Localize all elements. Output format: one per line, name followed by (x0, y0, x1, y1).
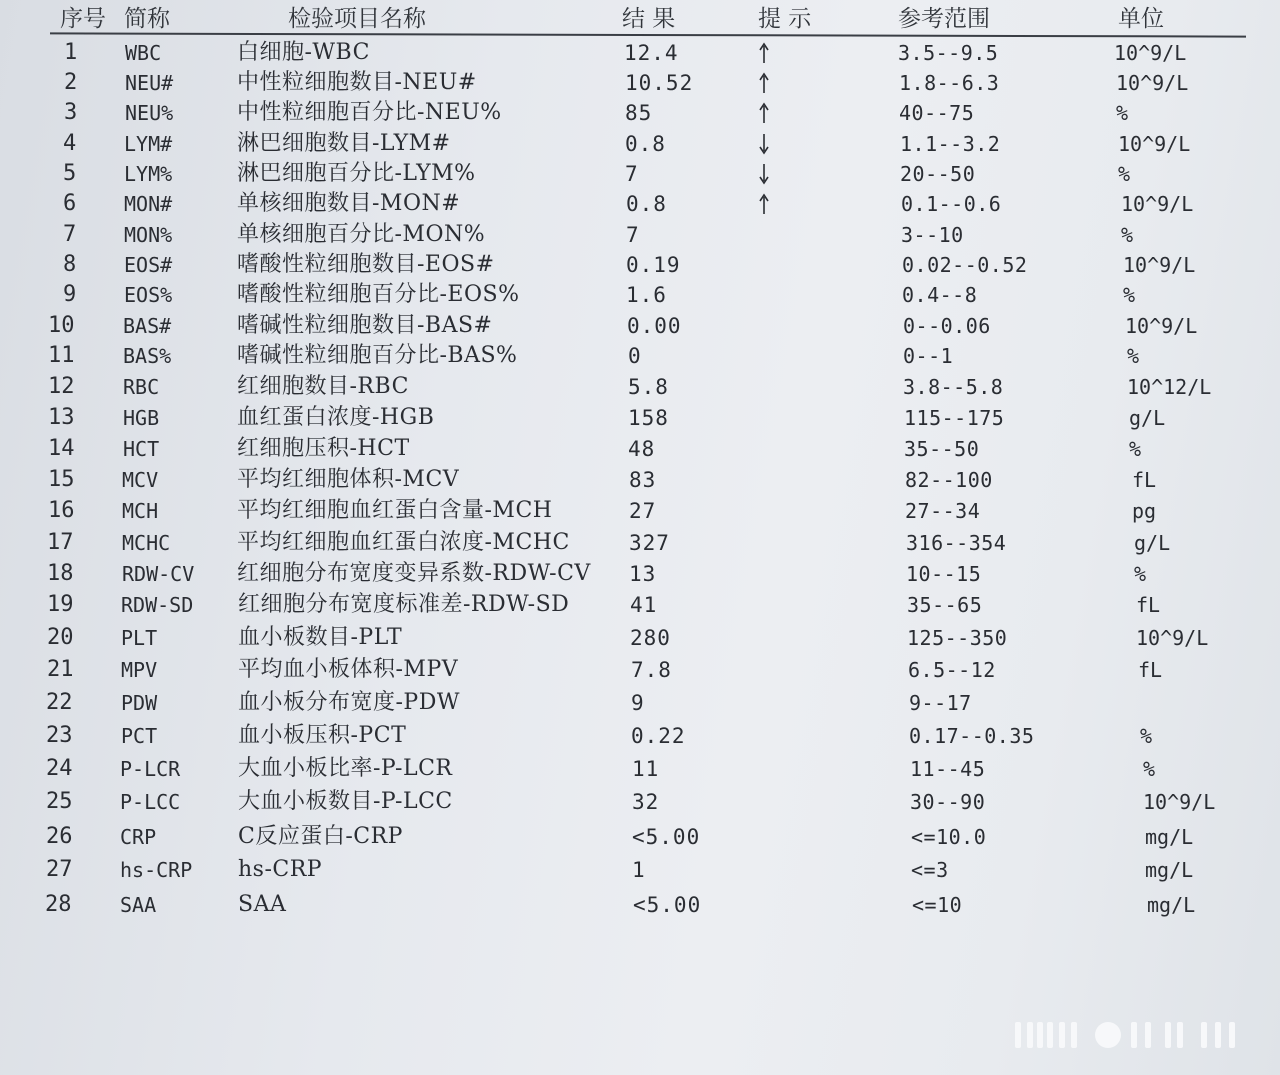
row-abbr: LYM# (124, 132, 173, 156)
row-abbr: PCT (121, 724, 158, 748)
row-item-name: 血小板压积-PCT (238, 723, 407, 748)
table-row (0, 38, 1280, 68)
arrow-up-icon (758, 72, 770, 94)
row-unit: 10^9/L (1121, 192, 1194, 216)
row-reference-range: 1.1--3.2 (900, 132, 1001, 156)
row-seq: 19 (47, 592, 74, 617)
row-seq: 13 (48, 405, 75, 430)
row-unit: 10^9/L (1125, 314, 1198, 338)
row-abbr: BAS# (123, 314, 172, 338)
row-abbr: HCT (123, 437, 160, 461)
row-abbr: P-LCC (120, 790, 181, 814)
row-result: 41 (630, 593, 658, 617)
row-unit: % (1121, 223, 1134, 247)
row-unit: mg/L (1145, 858, 1194, 882)
row-abbr: PDW (121, 691, 158, 715)
row-unit: 10^9/L (1114, 41, 1187, 65)
header-result: 结 果 (622, 6, 676, 32)
row-seq: 4 (63, 131, 77, 156)
row-abbr: RBC (123, 375, 160, 399)
row-item-name: 单核细胞百分比-MON% (237, 222, 486, 247)
row-reference-range: <=10.0 (911, 825, 987, 849)
row-reference-range: 3.5--9.5 (898, 41, 999, 65)
row-item-name: 平均红细胞体积-MCV (237, 467, 460, 492)
row-item-name: 嗜碱性粒细胞数目-BAS# (237, 313, 493, 338)
table-row (0, 721, 1280, 751)
row-abbr: NEU% (125, 101, 174, 125)
table-row (0, 754, 1280, 784)
table-row (0, 341, 1280, 371)
row-seq: 1 (64, 40, 78, 65)
row-item-name: 血小板分布宽度-PDW (238, 690, 460, 715)
row-unit: % (1134, 562, 1147, 586)
row-seq: 9 (63, 282, 77, 307)
row-item-name: 淋巴细胞数目-LYM# (237, 131, 451, 156)
row-abbr: WBC (125, 41, 162, 65)
row-result: 0.00 (627, 314, 682, 338)
row-seq: 23 (46, 723, 73, 748)
arrow-up-icon (758, 102, 770, 124)
row-seq: 22 (46, 690, 73, 715)
row-result: <5.00 (632, 825, 701, 849)
row-seq: 3 (64, 100, 78, 125)
row-item-name: 嗜酸性粒细胞数目-EOS# (237, 252, 495, 277)
row-seq: 10 (48, 313, 75, 338)
row-reference-range: 316--354 (906, 531, 1007, 555)
row-result: 0.8 (625, 132, 666, 156)
row-seq: 5 (63, 161, 77, 186)
row-result: 1 (632, 858, 646, 882)
table-row (0, 890, 1280, 920)
row-reference-range: 30--90 (910, 790, 986, 814)
table-row (0, 68, 1280, 98)
row-item-name: 红细胞分布宽度变异系数-RDW-CV (237, 561, 591, 586)
row-item-name: 单核细胞数目-MON# (237, 191, 461, 216)
row-unit: 10^12/L (1127, 375, 1212, 399)
row-unit: 10^9/L (1123, 253, 1196, 277)
row-abbr: NEU# (125, 71, 174, 95)
row-abbr: MCH (122, 499, 159, 523)
row-result: 13 (629, 562, 657, 586)
row-result: 32 (632, 790, 660, 814)
row-reference-range: <=10 (912, 893, 963, 917)
row-item-name: C反应蛋白-CRP (238, 824, 403, 849)
header-reference-range: 参考范围 (898, 6, 990, 32)
row-unit: 10^9/L (1118, 132, 1191, 156)
arrow-up-icon (758, 42, 770, 64)
row-unit: fL (1138, 658, 1163, 682)
row-abbr: MON% (124, 223, 173, 247)
row-item-name: 大血小板数目-P-LCC (238, 789, 453, 814)
row-unit: % (1116, 101, 1129, 125)
row-reference-range: 0.4--8 (902, 283, 978, 307)
row-seq: 8 (63, 252, 77, 277)
table-row (0, 159, 1280, 189)
row-seq: 16 (48, 498, 75, 523)
row-abbr: RDW-CV (122, 562, 195, 586)
row-result: 48 (628, 437, 656, 461)
row-item-name: 白细胞-WBC (237, 40, 370, 65)
table-row (0, 372, 1280, 402)
row-unit: 10^9/L (1116, 71, 1189, 95)
row-reference-range: 82--100 (905, 468, 993, 492)
row-result: 9 (631, 691, 645, 715)
header-abbr: 简称 (124, 6, 170, 32)
row-item-name: 嗜碱性粒细胞百分比-BAS% (237, 343, 518, 368)
row-unit: pg (1132, 499, 1157, 523)
row-unit: 10^9/L (1143, 790, 1216, 814)
row-result: 327 (629, 531, 670, 555)
table-row (0, 855, 1280, 885)
header-item-name: 检验项目名称 (288, 6, 426, 32)
row-result: 0.19 (626, 253, 681, 277)
row-result: 1.6 (626, 283, 667, 307)
row-seq: 28 (45, 892, 72, 917)
row-unit: fL (1136, 593, 1161, 617)
table-row (0, 590, 1280, 620)
row-abbr: MCV (122, 468, 159, 492)
row-abbr: MCHC (122, 531, 171, 555)
row-unit: mg/L (1145, 825, 1194, 849)
row-reference-range: 10--15 (906, 562, 982, 586)
row-seq: 12 (48, 374, 75, 399)
row-abbr: MPV (121, 658, 158, 682)
row-reference-range: 35--65 (907, 593, 983, 617)
row-abbr: EOS% (124, 283, 173, 307)
row-result: 83 (629, 468, 657, 492)
row-unit: g/L (1134, 531, 1171, 555)
row-seq: 14 (48, 436, 75, 461)
row-item-name: 血小板数目-PLT (238, 625, 403, 650)
table-row (0, 220, 1280, 250)
row-item-name: 红细胞分布宽度标准差-RDW-SD (238, 592, 570, 617)
row-result: 7 (625, 162, 639, 186)
row-item-name: 中性粒细胞数目-NEU# (237, 70, 477, 95)
row-seq: 6 (63, 191, 77, 216)
table-row (0, 688, 1280, 718)
row-result: 5.8 (628, 375, 669, 399)
row-result: 11 (632, 757, 660, 781)
row-reference-range: 115--175 (904, 406, 1005, 430)
row-result: 0.8 (626, 192, 667, 216)
row-reference-range: 11--45 (910, 757, 986, 781)
table-row (0, 787, 1280, 817)
row-item-name: 红细胞压积-HCT (237, 436, 410, 461)
table-row (0, 189, 1280, 219)
row-seq: 24 (46, 756, 73, 781)
row-seq: 25 (46, 789, 73, 814)
row-item-name: 血红蛋白浓度-HGB (237, 405, 435, 430)
row-result: 12.4 (624, 41, 679, 65)
header-unit: 单位 (1118, 6, 1164, 32)
row-reference-range: 0--0.06 (903, 314, 991, 338)
table-row (0, 434, 1280, 464)
row-result: 158 (628, 406, 669, 430)
row-abbr: HGB (123, 406, 160, 430)
row-seq: 2 (64, 70, 78, 95)
row-seq: 20 (47, 625, 74, 650)
row-seq: 21 (47, 657, 74, 682)
row-unit: fL (1132, 468, 1157, 492)
row-abbr: hs-CRP (120, 858, 193, 882)
row-result: 7 (626, 223, 640, 247)
table-row (0, 129, 1280, 159)
row-unit: g/L (1129, 406, 1166, 430)
table-row (0, 623, 1280, 653)
row-unit: mg/L (1147, 893, 1196, 917)
row-unit: % (1129, 437, 1142, 461)
row-result: 280 (630, 626, 671, 650)
arrow-down-icon (758, 163, 770, 185)
table-row (0, 98, 1280, 128)
table-row (0, 496, 1280, 526)
row-abbr: PLT (121, 626, 158, 650)
row-item-name: 平均红细胞血红蛋白含量-MCH (237, 498, 553, 523)
row-abbr: LYM% (124, 162, 173, 186)
header-seq: 序号 (60, 6, 106, 32)
row-seq: 26 (46, 824, 73, 849)
row-abbr: CRP (120, 825, 157, 849)
row-reference-range: 125--350 (907, 626, 1008, 650)
table-row (0, 250, 1280, 280)
row-item-name: hs-CRP (238, 857, 323, 882)
row-seq: 11 (48, 343, 75, 368)
row-reference-range: <=3 (911, 858, 949, 882)
row-item-name: 中性粒细胞百分比-NEU% (237, 100, 502, 125)
row-unit: % (1123, 283, 1136, 307)
row-seq: 17 (47, 530, 74, 555)
row-abbr: RDW-SD (121, 593, 194, 617)
row-unit: % (1127, 344, 1140, 368)
arrow-down-icon (758, 133, 770, 155)
row-result: 10.52 (625, 71, 694, 95)
row-reference-range: 3--10 (901, 223, 964, 247)
table-row (0, 528, 1280, 558)
row-abbr: SAA (120, 893, 157, 917)
row-abbr: BAS% (123, 344, 172, 368)
row-seq: 15 (48, 467, 75, 492)
header-rule (50, 32, 1246, 37)
row-result: 85 (625, 101, 653, 125)
row-reference-range: 6.5--12 (908, 658, 996, 682)
row-unit: % (1118, 162, 1131, 186)
row-abbr: EOS# (124, 253, 173, 277)
table-row (0, 403, 1280, 433)
table-row (0, 822, 1280, 852)
row-unit: 10^9/L (1136, 626, 1209, 650)
row-result: 27 (629, 499, 657, 523)
row-result: 7.8 (631, 658, 672, 682)
row-result: <5.00 (633, 893, 702, 917)
table-row (0, 655, 1280, 685)
row-reference-range: 35--50 (904, 437, 980, 461)
row-item-name: 平均红细胞血红蛋白浓度-MCHC (237, 530, 570, 555)
row-unit: % (1140, 724, 1153, 748)
row-reference-range: 0--1 (903, 344, 954, 368)
row-reference-range: 27--34 (905, 499, 981, 523)
row-reference-range: 0.02--0.52 (902, 253, 1028, 277)
row-seq: 7 (63, 222, 77, 247)
table-row (0, 559, 1280, 589)
row-result: 0 (628, 344, 642, 368)
row-reference-range: 0.17--0.35 (909, 724, 1035, 748)
row-result: 0.22 (631, 724, 686, 748)
table-row (0, 280, 1280, 310)
row-reference-range: 0.1--0.6 (901, 192, 1002, 216)
row-item-name: 嗜酸性粒细胞百分比-EOS% (237, 282, 520, 307)
row-seq: 18 (47, 561, 74, 586)
table-row (0, 465, 1280, 495)
arrow-up-icon (758, 193, 770, 215)
row-item-name: 平均血小板体积-MPV (238, 657, 459, 682)
table-row (0, 311, 1280, 341)
row-reference-range: 40--75 (899, 101, 975, 125)
row-reference-range: 20--50 (900, 162, 976, 186)
row-item-name: 红细胞数目-RBC (237, 374, 409, 399)
row-abbr: P-LCR (120, 757, 181, 781)
glare-strip (1015, 1022, 1255, 1052)
row-item-name: 大血小板比率-P-LCR (238, 756, 453, 781)
header-flag: 提 示 (758, 6, 812, 32)
row-reference-range: 9--17 (909, 691, 972, 715)
row-item-name: SAA (238, 892, 287, 917)
row-item-name: 淋巴细胞百分比-LYM% (237, 161, 476, 186)
row-unit: % (1143, 757, 1156, 781)
row-abbr: MON# (124, 192, 173, 216)
row-reference-range: 1.8--6.3 (899, 71, 1000, 95)
row-reference-range: 3.8--5.8 (903, 375, 1004, 399)
row-seq: 27 (46, 857, 73, 882)
